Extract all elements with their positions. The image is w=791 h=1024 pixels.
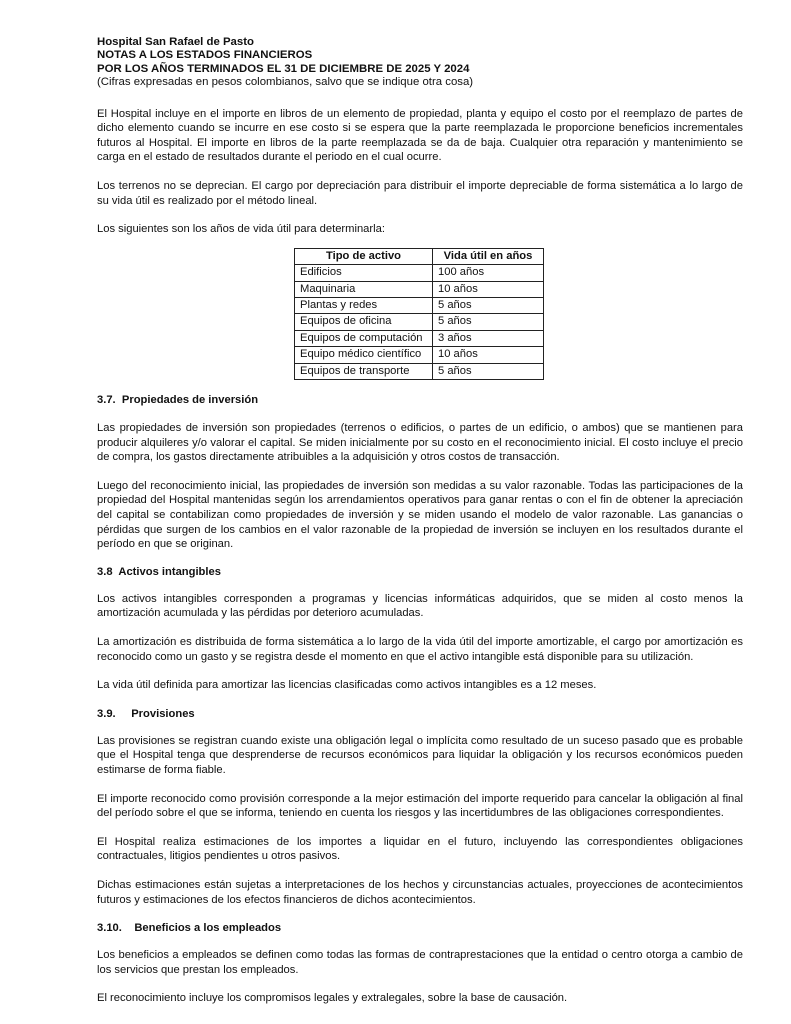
table-row: [295, 265, 544, 281]
table-row: [295, 347, 544, 363]
section-3-8-paragraph-2: La amortización es distribuida de forma sistemática a lo largo de la vida útil del importe amortizable, el cargo por amortización es reconocido como un gasto y se registra desde el momento en que el activo intangible está disponible para su utilización.: [97, 635, 743, 663]
intro-paragraph-1: El Hospital incluye en el importe en libros de un elemento de propiedad, planta y equipo el costo por el reemplazo de partes de dicho elemento cuando se incurre en ese costo si se espera que la parte reemplazada le proporcione beneficios incrementales futuros al Hospital. El importe en libros de la parte reemplazada se da de baja. Cualquier otra reparación y mantenimiento se carga en el estado de resultados durante el periodo en el cual ocurre.: [97, 107, 743, 164]
table-header-row: [295, 248, 544, 264]
section-number: 3.8: [97, 565, 113, 578]
useful-life-cell: 5 años: [433, 363, 544, 379]
document-title: NOTAS A LOS ESTADOS FINANCIEROS: [97, 49, 313, 62]
section-title: Activos intangibles: [118, 565, 221, 578]
section-3-9-paragraph-2: El importe reconocido como provisión corresponde a la mejor estimación del importe requerido para cancelar la obligación al final del período sobre el que se informa, teniendo en cuenta los riesgos y las incertidumbres de las obligaciones correspondientes.: [97, 792, 743, 820]
intro-paragraph-2: Los terrenos no se deprecian. El cargo por depreciación para distribuir el importe depreciable de forma sistemática a lo largo de su vida útil es realizado por el método lineal.: [97, 180, 743, 207]
column-header-asset-type: Tipo de activo: [295, 248, 433, 264]
period-line: POR LOS AÑOS TERMINADOS EL 31 DE DICIEMBRE DE 2025 Y 2024: [97, 62, 470, 75]
section-title: Beneficios a los empleados: [134, 922, 282, 935]
section-3-10-paragraph-2: El reconocimiento incluye los compromisos legales y extralegales, sobre la base de causación.: [97, 992, 568, 1005]
section-number: 3.10.: [97, 922, 122, 935]
entity-name: Hospital San Rafael de Pasto: [97, 36, 254, 48]
section-heading-3-9: [97, 707, 743, 721]
document-page: [97, 36, 743, 1006]
section-number: 3.9.: [97, 707, 116, 720]
asset-type-cell: Edificios: [295, 265, 433, 281]
section-heading-3-7: [97, 393, 743, 407]
table-row: [295, 281, 544, 297]
section-title: Provisiones: [131, 707, 195, 720]
section-heading-3-8: [97, 565, 743, 579]
table-row: [295, 363, 544, 379]
section-3-9-paragraph-3: El Hospital realiza estimaciones de los importes a liquidar en el futuro, incluyendo las correspondientes obligaciones contractuales, litigios pendientes u otros pasivos.: [97, 835, 743, 863]
asset-type-cell: Maquinaria: [295, 281, 433, 297]
section-3-7-paragraph-1: Las propiedades de inversión son propiedades (terrenos o edificios, o partes de un edificio, o ambos) que se mantienen para producir alquileres y/o valorar el capital. Se miden inicialmente por su costo en el reconocimiento inicial. El costo incluye el precio de compra, los gastos directamente atribuibles a la adquisición y otros costos de transacción.: [97, 422, 743, 464]
useful-life-cell: 3 años: [433, 330, 544, 346]
table-row: [295, 314, 544, 330]
section-number: 3.7.: [97, 394, 116, 407]
asset-type-cell: Equipos de transporte: [295, 363, 433, 379]
column-header-useful-life: Vida útil en años: [433, 248, 544, 264]
useful-life-cell: 10 años: [433, 347, 544, 363]
section-title: Propiedades de inversión: [121, 394, 259, 407]
useful-life-cell: 100 años: [433, 265, 544, 281]
section-3-9-paragraph-4: Dichas estimaciones están sujetas a interpretaciones de los hechos y circunstancias actuales, proyecciones de acontecimientos futuros y estimaciones de los efectos financieros de dichos acontecimientos.: [97, 878, 743, 906]
section-3-10-paragraph-1: Los beneficios a empleados se definen como todas las formas de contraprestaciones que la entidad o centro otorga a cambio de los servicios que prestan los empleados.: [97, 949, 743, 976]
section-3-8-paragraph-3: La vida útil definida para amortizar las licencias clasificadas como activos intangibles es a 12 meses.: [97, 679, 597, 692]
document-header: [97, 36, 743, 90]
asset-type-cell: Equipos de oficina: [295, 314, 433, 330]
section-3-8-paragraph-1: Los activos intangibles corresponden a programas y licencias informáticas adquiridos, que se miden al costo menos la amortización acumulada y las pérdidas por deterioro acumuladas.: [97, 592, 743, 620]
table-row: [295, 330, 544, 346]
useful-life-cell: 10 años: [433, 281, 544, 297]
asset-type-cell: Equipos de computación: [295, 330, 433, 346]
currency-note: (Cifras expresadas en pesos colombianos, salvo que se indique otra cosa): [97, 76, 474, 89]
section-3-7-paragraph-2: Luego del reconocimiento inicial, las propiedades de inversión son medidas a su valor razonable. Todas las participaciones de la propiedad del Hospital mantenidas según los arrendamientos operativos para ganar rentas o con el fin de obtener la apreciación del capital se contabilizan como propiedades de inversión y se miden usando el modelo de valor razonable. Las ganancias o pérdidas que surgen de los cambios en el valor razonable de la propiedad de inversión se incluyen en los resultados durante el período en que se originan.: [97, 479, 743, 551]
intro-paragraph-3: Los siguientes son los años de vida útil para determinarla:: [97, 223, 385, 236]
asset-type-cell: Equipo médico científico: [295, 347, 433, 363]
asset-type-cell: Plantas y redes: [295, 298, 433, 314]
section-3-9-paragraph-1: Las provisiones se registran cuando existe una obligación legal o implícita como resultado de un suceso pasado que es probable que el Hospital tenga que desprenderse de recursos económicos para liquidar la obligación y los recursos económicos pueden estimarse de forma fiable.: [97, 734, 743, 776]
useful-life-cell: 5 años: [433, 314, 544, 330]
section-heading-3-10: [97, 921, 743, 935]
useful-life-table: [294, 248, 544, 380]
table-row: [295, 298, 544, 314]
useful-life-cell: 5 años: [433, 298, 544, 314]
